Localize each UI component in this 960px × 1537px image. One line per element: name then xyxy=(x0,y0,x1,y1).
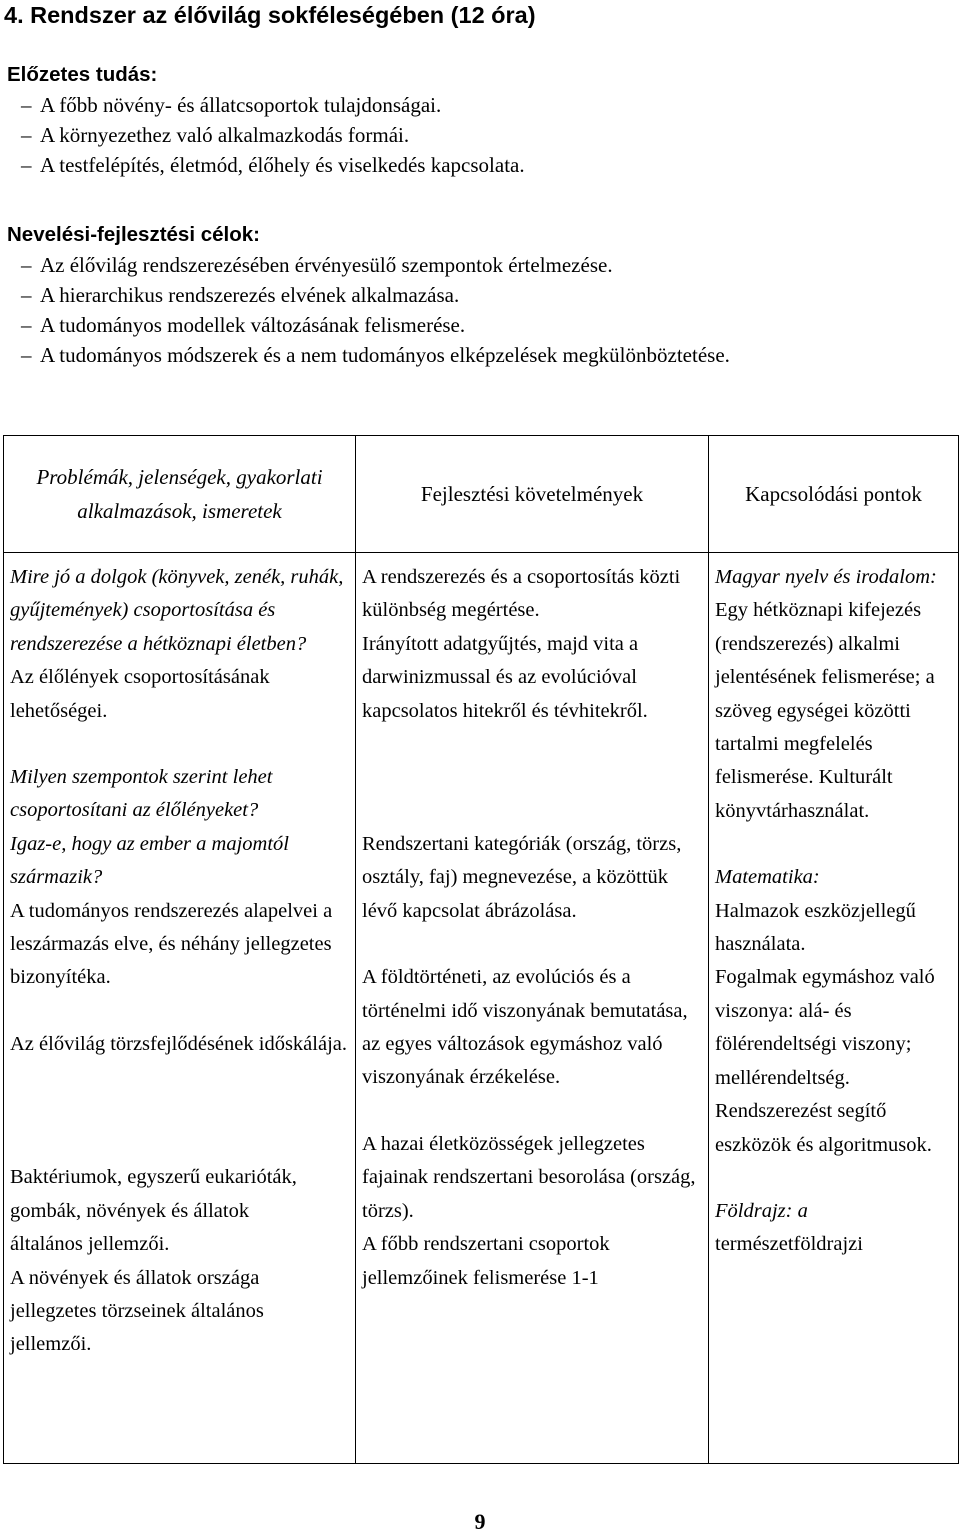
dash-bullet: – xyxy=(21,343,32,367)
problem-paragraph: általános jellemzői. xyxy=(10,1233,170,1256)
connection-paragraph: természetföldrajzi xyxy=(715,1233,863,1256)
table-row xyxy=(4,553,959,1464)
subject-label: Matematika: xyxy=(715,866,820,889)
table-header-row xyxy=(4,436,959,553)
goals-heading: Nevelési-fejlesztési célok: xyxy=(7,223,260,246)
problem-paragraph: Baktériumok, egyszerű eukarióták, gombák, növények és állatok xyxy=(10,1166,297,1222)
list-item: – A tudományos módszerek és a nem tudományos elképzelések megkülönböztetése. xyxy=(7,340,730,370)
subject-label: Magyar nyelv és irodalom: xyxy=(715,566,937,588)
prior-knowledge-section xyxy=(7,60,525,180)
cell-problems xyxy=(4,553,356,1464)
page-number: 9 xyxy=(474,1509,486,1534)
requirement-paragraph: A főbb rendszertani csoportok jellemzőinek felismerése 1-1 xyxy=(362,1233,610,1289)
list-item: – A hierarchikus rendszerezés elvének alkalmazása. xyxy=(7,280,730,310)
cell-connections xyxy=(709,553,959,1464)
connection-paragraph: Magyar nyelv és irodalom: Egy hétköznapi kifejezés (rendszerezés) alkalmi jelentésének felismerése; a szöveg egységei közötti tartalmi megfelelés felismerése. Kulturált könyvtárhasználat. xyxy=(715,566,937,822)
requirement-paragraph: A hazai életközösségek jellegzetes fajainak rendszertani besorolása (ország, törzs). xyxy=(362,1132,696,1222)
curriculum-table xyxy=(3,435,959,1464)
connection-paragraph: Fogalmak egymáshoz való viszonya: alá- és fölérendeltségi viszony; mellérendeltség. xyxy=(715,966,935,1089)
problem-paragraph: Az élőlények csoportosításának lehetőségei. xyxy=(10,666,270,722)
requirement-paragraph: A földtörténeti, az evolúciós és a történelmi idő viszonyának bemutatása, az egyes változások egymáshoz való viszonyának érzékelése. xyxy=(362,966,688,1089)
dash-bullet: – xyxy=(21,283,32,307)
problem-paragraph: Az élővilág törzsfejlődésének időskálája. xyxy=(10,1032,347,1055)
subject-label: Földrajz: a xyxy=(715,1199,808,1222)
goals-list xyxy=(7,250,730,370)
problem-paragraph: Igaz-e, hogy az ember a majomtól származik? xyxy=(10,832,289,889)
header-connections: Kapcsolódási pontok xyxy=(709,436,959,553)
header-problems: Problémák, jelenségek, gyakorlati alkalmazások, ismeretek xyxy=(4,436,356,553)
requirement-paragraph: Irányított adatgyűjtés, majd vita a darwinizmussal és az evolúcióval kapcsolatos hitekről és tévhitekről. xyxy=(362,632,648,722)
cell-requirements xyxy=(356,553,709,1464)
problem-paragraph: A növények és állatok országa jellegzetes törzseinek általános jellemzői. xyxy=(10,1266,264,1356)
dash-bullet: – xyxy=(21,123,32,147)
connection-paragraph: Halmazok eszközjellegű használata. xyxy=(715,899,916,956)
prior-knowledge-heading: Előzetes tudás: xyxy=(7,63,158,86)
connection-paragraph: Rendszerezést segítő eszközök és algoritmusok. xyxy=(715,1100,932,1156)
requirement-paragraph: Rendszertani kategóriák (ország, törzs, osztály, faj) megnevezése, a közöttük lévő kapcsolat ábrázolása. xyxy=(362,833,682,922)
problem-paragraph: Milyen szempontok szerint lehet csoportosítani az élőlényeket? xyxy=(10,766,273,822)
dash-bullet: – xyxy=(21,253,32,277)
dash-bullet: – xyxy=(21,313,32,337)
dash-bullet: – xyxy=(21,93,32,117)
goals-section xyxy=(7,220,730,370)
dash-bullet: – xyxy=(21,153,32,177)
header-requirements: Fejlesztési követelmények xyxy=(356,436,709,553)
list-item: – A tudományos modellek változásának felismerése. xyxy=(7,310,730,340)
list-item: – A testfelépítés, életmód, élőhely és viselkedés kapcsolata. xyxy=(7,150,525,180)
list-item: – A környezethez való alkalmazkodás formái. xyxy=(7,120,525,150)
prior-knowledge-list xyxy=(7,90,525,180)
problem-paragraph: Mire jó a dolgok (könyvek, zenék, ruhák, gyűjtemények) csoportosítása és rendszerezése a hétköznapi életben? xyxy=(10,566,344,655)
requirement-paragraph: A rendszerezés és a csoportosítás közti különbség megértése. xyxy=(362,566,681,622)
list-item: – A főbb növény- és állatcsoportok tulajdonságai. xyxy=(7,90,525,120)
chapter-title: 4. Rendszer az élővilág sokféleségében (12 óra) xyxy=(4,2,536,28)
problem-paragraph: A tudományos rendszerezés alapelvei a leszármazás elve, és néhány jellegzetes bizonyítéka. xyxy=(10,899,333,989)
list-item: – Az élővilág rendszerezésében érvényesülő szempontok értelmezése. xyxy=(7,250,730,280)
